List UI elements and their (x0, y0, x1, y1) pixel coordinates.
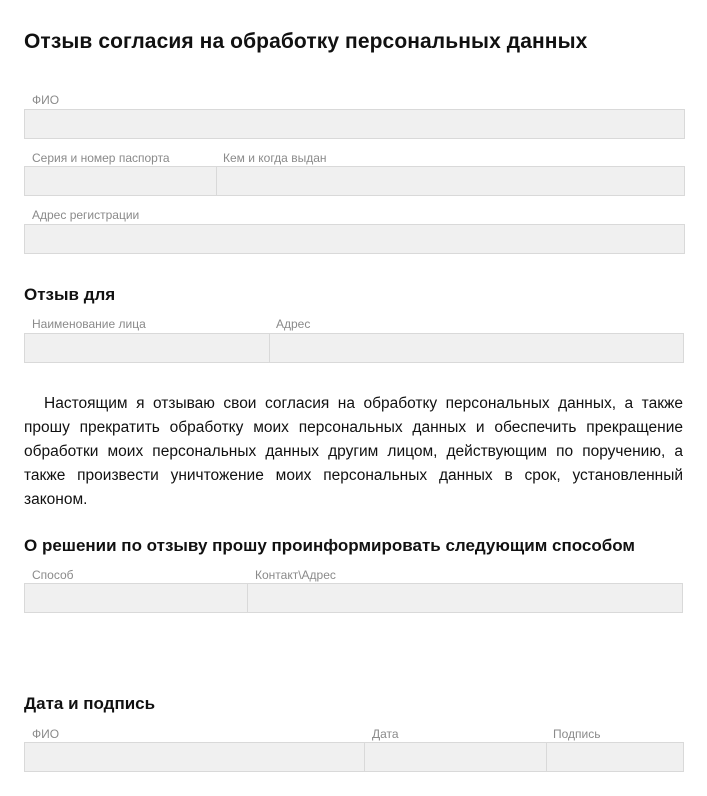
issued-label: Кем и когда выдан (223, 151, 327, 165)
page-title: Отзыв согласия на обработку персональных данных (24, 30, 588, 53)
sign-fio-label: ФИО (32, 727, 60, 741)
passport-label: Серия и номер паспорта (32, 151, 170, 165)
address-field[interactable] (25, 225, 684, 253)
sign-fio-field[interactable] (25, 743, 364, 771)
contact-field[interactable] (247, 584, 682, 612)
fio-row (24, 109, 685, 139)
statement-text: Настоящим я отзываю свои согласия на обработку персональных данных, а также прошу прекратить обработку моих персональных данных и обеспечить прекращение обработки моих персональных данных другим лицом, действующим по поручению, а также произвести уничтожение моих персональных данных в срок, установленный законом. (24, 395, 683, 508)
org-address-label: Адрес (276, 317, 311, 331)
org-address-field[interactable] (269, 334, 683, 362)
fio-field[interactable] (25, 110, 684, 138)
revoke-for-heading: Отзыв для (24, 285, 116, 304)
sign-label: Подпись (553, 727, 601, 741)
signature-row (24, 742, 684, 772)
method-field[interactable] (25, 584, 247, 612)
contact-label: Контакт\Адрес (255, 568, 336, 582)
date-label: Дата (372, 727, 399, 741)
address-label: Адрес регистрации (32, 208, 140, 222)
method-label: Способ (32, 568, 74, 582)
signature-heading: Дата и подпись (24, 694, 156, 713)
address-row (24, 224, 685, 254)
issued-field[interactable] (216, 167, 684, 195)
org-name-label: Наименование лица (32, 317, 146, 331)
date-field[interactable] (364, 743, 546, 771)
fio-label: ФИО (32, 93, 60, 107)
revoke-for-row (24, 333, 684, 363)
signature-field[interactable] (546, 743, 683, 771)
notify-row (24, 583, 683, 613)
passport-row (24, 166, 685, 196)
notify-heading: О решении по отзыву прошу проинформировать следующим способом (24, 536, 635, 555)
org-name-field[interactable] (25, 334, 269, 362)
passport-field[interactable] (25, 167, 216, 195)
